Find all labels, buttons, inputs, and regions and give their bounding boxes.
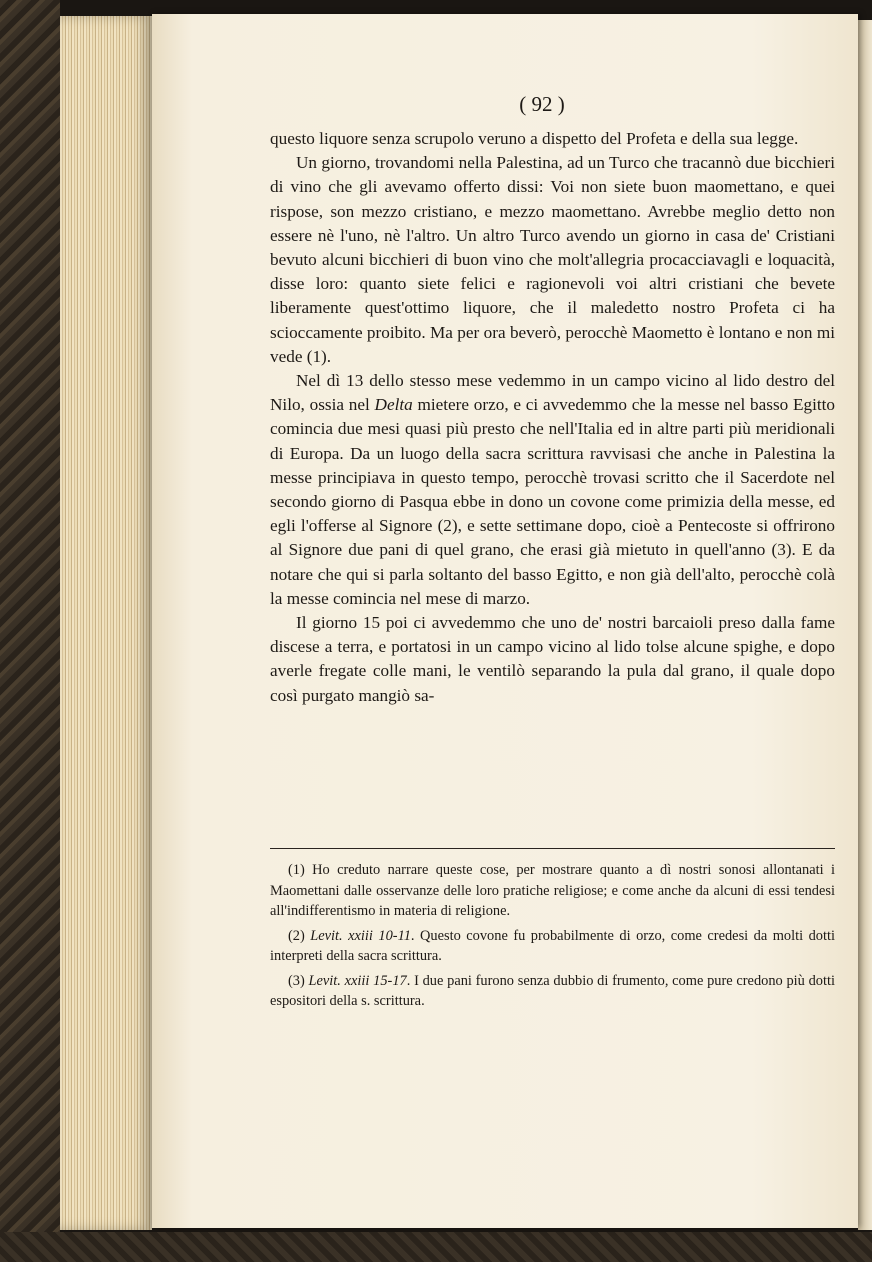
footnote — [270, 971, 835, 1012]
paragraph-continuation — [270, 127, 835, 151]
citation: Levit. xxiii 15-17 — [308, 972, 407, 989]
book-cover-left — [0, 0, 60, 1262]
footnote — [270, 860, 835, 922]
footnote-marker: (3) — [288, 972, 309, 989]
text-run: Nel dì 13 dello stesso mese vedemmo in un campo vicino al lido destro del Nilo, ossia nel — [270, 371, 835, 415]
text-run: Il giorno 15 poi ci avvedemmo che uno de' nostri barcaioli preso dalla fame discese a terra, e portatosi in un campo vicino al lido tolse alcune spighe, e dopo averle fregate colle mani, le ventilò separando la pula dal grano, il quale dopo così purgato mangiò sa- — [270, 613, 835, 705]
footnote — [270, 926, 835, 967]
footnotes — [270, 860, 835, 1016]
footnote-text: . I due pani furono senza dubbio di frumento, come pure credono più dotti espositori della s. scrittura. — [270, 972, 835, 1009]
book-page — [152, 14, 858, 1228]
text-run: questo liquore senza scrupolo veruno a dispetto del Profeta e della sua legge. — [270, 129, 799, 148]
page-stack-edge — [60, 16, 152, 1230]
paragraph — [270, 369, 835, 611]
page-number: ( 92 ) — [519, 92, 565, 116]
text-run: Un giorno, trovandomi nella Palestina, ad un Turco che tracannò due bicchieri di vino che gli avevamo offerto dissi: Voi non siete buon maomettano, e quei rispose, son mezzo cristiano, e mezzo maomettano. Avrebbe meglio detto non essere nè l'uno, nè l'altro. Un altro Turco avendo un giorno in casa de' Cristiani bevuto alcuni bicchieri di buon vino che molt'allegria procacciavagli e loquacità, disse loro: quanto siete felici e ragionevoli voi altri cristiani che bevete liberamente quest'ottimo liquore, che il maledetto nostro Profeta ci ha scioccamente proibito. Ma per ora beverò, perocchè Maometto è lontano e non mi vede (1). — [270, 153, 835, 366]
footnote-text: (1) Ho creduto narrare queste cose, per mostrare quanto a dì nostri sonosi allontanati i Maomettani dalle osservanze delle loro pratiche religiose; e come anche da alcuni di essi tendesi all'indifferentismo in materia di religione. — [270, 862, 835, 919]
footnote-marker: (2) — [288, 927, 311, 944]
footnote-text: . Questo covone fu probabilmente di orzo, come credesi da molti dotti interpreti della sacra scrittura. — [270, 927, 835, 964]
book-cover-bottom — [0, 1232, 872, 1262]
paragraph — [270, 151, 835, 369]
paragraph — [270, 611, 835, 708]
facing-page-edge — [858, 20, 872, 1230]
main-text — [270, 127, 835, 708]
citation: Levit. xxiii 10-11 — [310, 927, 411, 944]
italic-term: Delta — [374, 395, 413, 415]
text-run: mietere orzo, e ci avvedemmo che la messe nel basso Egitto comincia due mesi quasi più presto che nell'Italia ed in altre parti più meridionali di Europa. Da un luogo della sacra scrittura ravvisasi che anche in Palestina la messe principiava in questo tempo, perocchè trovasi scritto che il Sacerdote nel secondo giorno di Pasqua ebbe in dono un covone come primizia della messe, ed egli l'offerse al Signore (2), e sette settimane dopo, cioè a Pentecoste si offrirono al Signore due pani di quel grano, che erasi già mietuto in quell'anno (3). E da notare che qui si parla soltanto del basso Egitto, e non già dell'alto, perocchè colà la messe comincia nel mese di marzo. — [270, 395, 835, 608]
footnote-rule — [270, 848, 835, 849]
